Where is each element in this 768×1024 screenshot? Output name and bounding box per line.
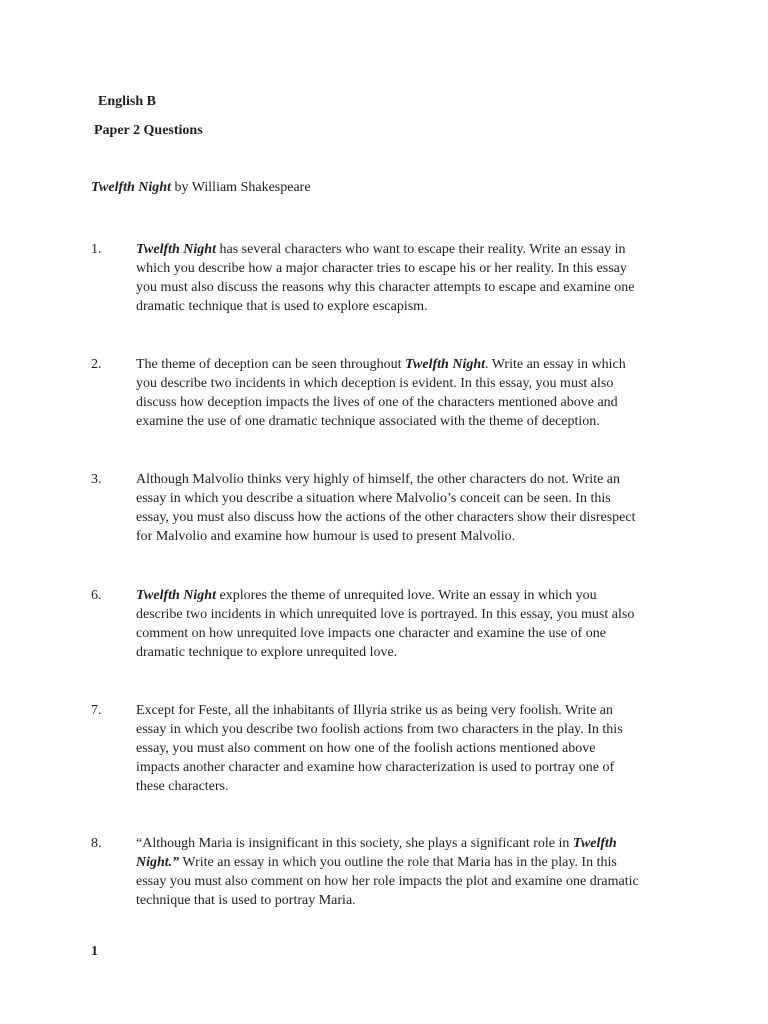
play-title-ref: Twelfth Night bbox=[136, 588, 216, 603]
question-line bbox=[136, 527, 676, 546]
line-text: Except for Feste, all the inhabitants of Illyria strike us as being very foolish. Write an bbox=[136, 703, 613, 718]
question-line bbox=[136, 720, 676, 739]
play-byline: by William Shakespeare bbox=[171, 180, 311, 195]
course-title: English B bbox=[98, 94, 156, 109]
page-number: 1 bbox=[91, 944, 98, 959]
question-text bbox=[136, 240, 676, 316]
question-line bbox=[136, 393, 676, 412]
line-text: these characters. bbox=[136, 779, 229, 794]
line-text: for Malvolio and examine how humour is used to present Malvolio. bbox=[136, 529, 516, 544]
play-title-ref: Twelfth bbox=[572, 836, 617, 851]
line-text: comment on how unrequited love impacts one character and examine the use of one bbox=[136, 626, 606, 641]
question-line bbox=[136, 508, 676, 527]
line-text: describe two incidents in which unrequited love is portrayed. In this essay, you must also bbox=[136, 607, 635, 622]
line-text: Write an essay in which you outline the role that Maria has in the play. In this bbox=[179, 855, 617, 870]
line-text: examine the use of one dramatic technique associated with the theme of deception. bbox=[136, 414, 600, 429]
question-line bbox=[136, 278, 676, 297]
question-line bbox=[136, 470, 676, 489]
question-line bbox=[136, 586, 676, 605]
question-line bbox=[136, 355, 676, 374]
question-number: 6. bbox=[91, 588, 102, 603]
line-text: essay, you must also discuss how the actions of the other characters show their disrespect bbox=[136, 510, 636, 525]
line-text: explores the theme of unrequited love. Write an essay in which you bbox=[216, 588, 597, 603]
line-text: essay you must also comment on how her role impacts the plot and examine one dramatic bbox=[136, 874, 639, 889]
question-number: 3. bbox=[91, 472, 102, 487]
question-line bbox=[136, 605, 676, 624]
paper-title: Paper 2 Questions bbox=[94, 123, 203, 138]
line-text: dramatic technique that is used to explore escapism. bbox=[136, 299, 428, 314]
question-line bbox=[136, 643, 676, 662]
play-title: Twelfth Night bbox=[91, 180, 171, 195]
question-number: 1. bbox=[91, 242, 102, 257]
question-text bbox=[136, 834, 676, 910]
question-number: 2. bbox=[91, 357, 102, 372]
play-title-ref: Night.” bbox=[136, 855, 180, 870]
question-number: 8. bbox=[91, 836, 102, 851]
line-text: you must also discuss the reasons why this character attempts to escape and examine one bbox=[136, 280, 635, 295]
line-text: has several characters who want to escape their reality. Write an essay in bbox=[216, 242, 626, 257]
question-line bbox=[136, 891, 676, 910]
question-line bbox=[136, 853, 676, 872]
question-line bbox=[136, 297, 676, 316]
question-number: 7. bbox=[91, 703, 102, 718]
question-text bbox=[136, 355, 676, 431]
line-text: “Although Maria is insignificant in this society, she plays a significant role in bbox=[136, 836, 573, 851]
line-text: dramatic technique to explore unrequited love. bbox=[136, 645, 398, 660]
play-title-ref: Twelfth Night bbox=[136, 242, 216, 257]
line-text: technique that is used to portray Maria. bbox=[136, 893, 356, 908]
line-text: discuss how deception impacts the lives of one of the characters mentioned above and bbox=[136, 395, 618, 410]
question-line bbox=[136, 412, 676, 431]
question-line bbox=[136, 739, 676, 758]
question-line bbox=[136, 624, 676, 643]
line-text: . Write an essay in which bbox=[485, 357, 626, 372]
line-text: essay in which you describe a situation where Malvolio’s conceit can be seen. In this bbox=[136, 491, 611, 506]
question-line bbox=[136, 777, 676, 796]
question-line bbox=[136, 259, 676, 278]
line-text: essay in which you describe two foolish actions from two characters in the play. In this bbox=[136, 722, 623, 737]
question-line bbox=[136, 240, 676, 259]
line-text: Although Malvolio thinks very highly of himself, the other characters do not. Write an bbox=[136, 472, 621, 487]
line-text: you describe two incidents in which deception is evident. In this essay, you must also bbox=[136, 376, 614, 391]
line-text: The theme of deception can be seen throughout bbox=[136, 357, 406, 372]
question-line bbox=[136, 758, 676, 777]
play-title-ref: Twelfth Night bbox=[405, 357, 486, 372]
question-line bbox=[136, 872, 676, 891]
question-text bbox=[136, 701, 676, 796]
question-line bbox=[136, 489, 676, 508]
play-heading bbox=[91, 180, 311, 196]
line-text: essay, you must also comment on how one of the foolish actions mentioned above bbox=[136, 741, 596, 756]
question-text bbox=[136, 470, 676, 546]
question-line bbox=[136, 374, 676, 393]
question-text bbox=[136, 586, 676, 662]
question-line bbox=[136, 834, 676, 853]
line-text: impacts another character and examine how characterization is used to portray one of bbox=[136, 760, 615, 775]
line-text: which you describe how a major character tries to escape his or her reality. In this essay bbox=[136, 261, 627, 276]
question-line bbox=[136, 701, 676, 720]
